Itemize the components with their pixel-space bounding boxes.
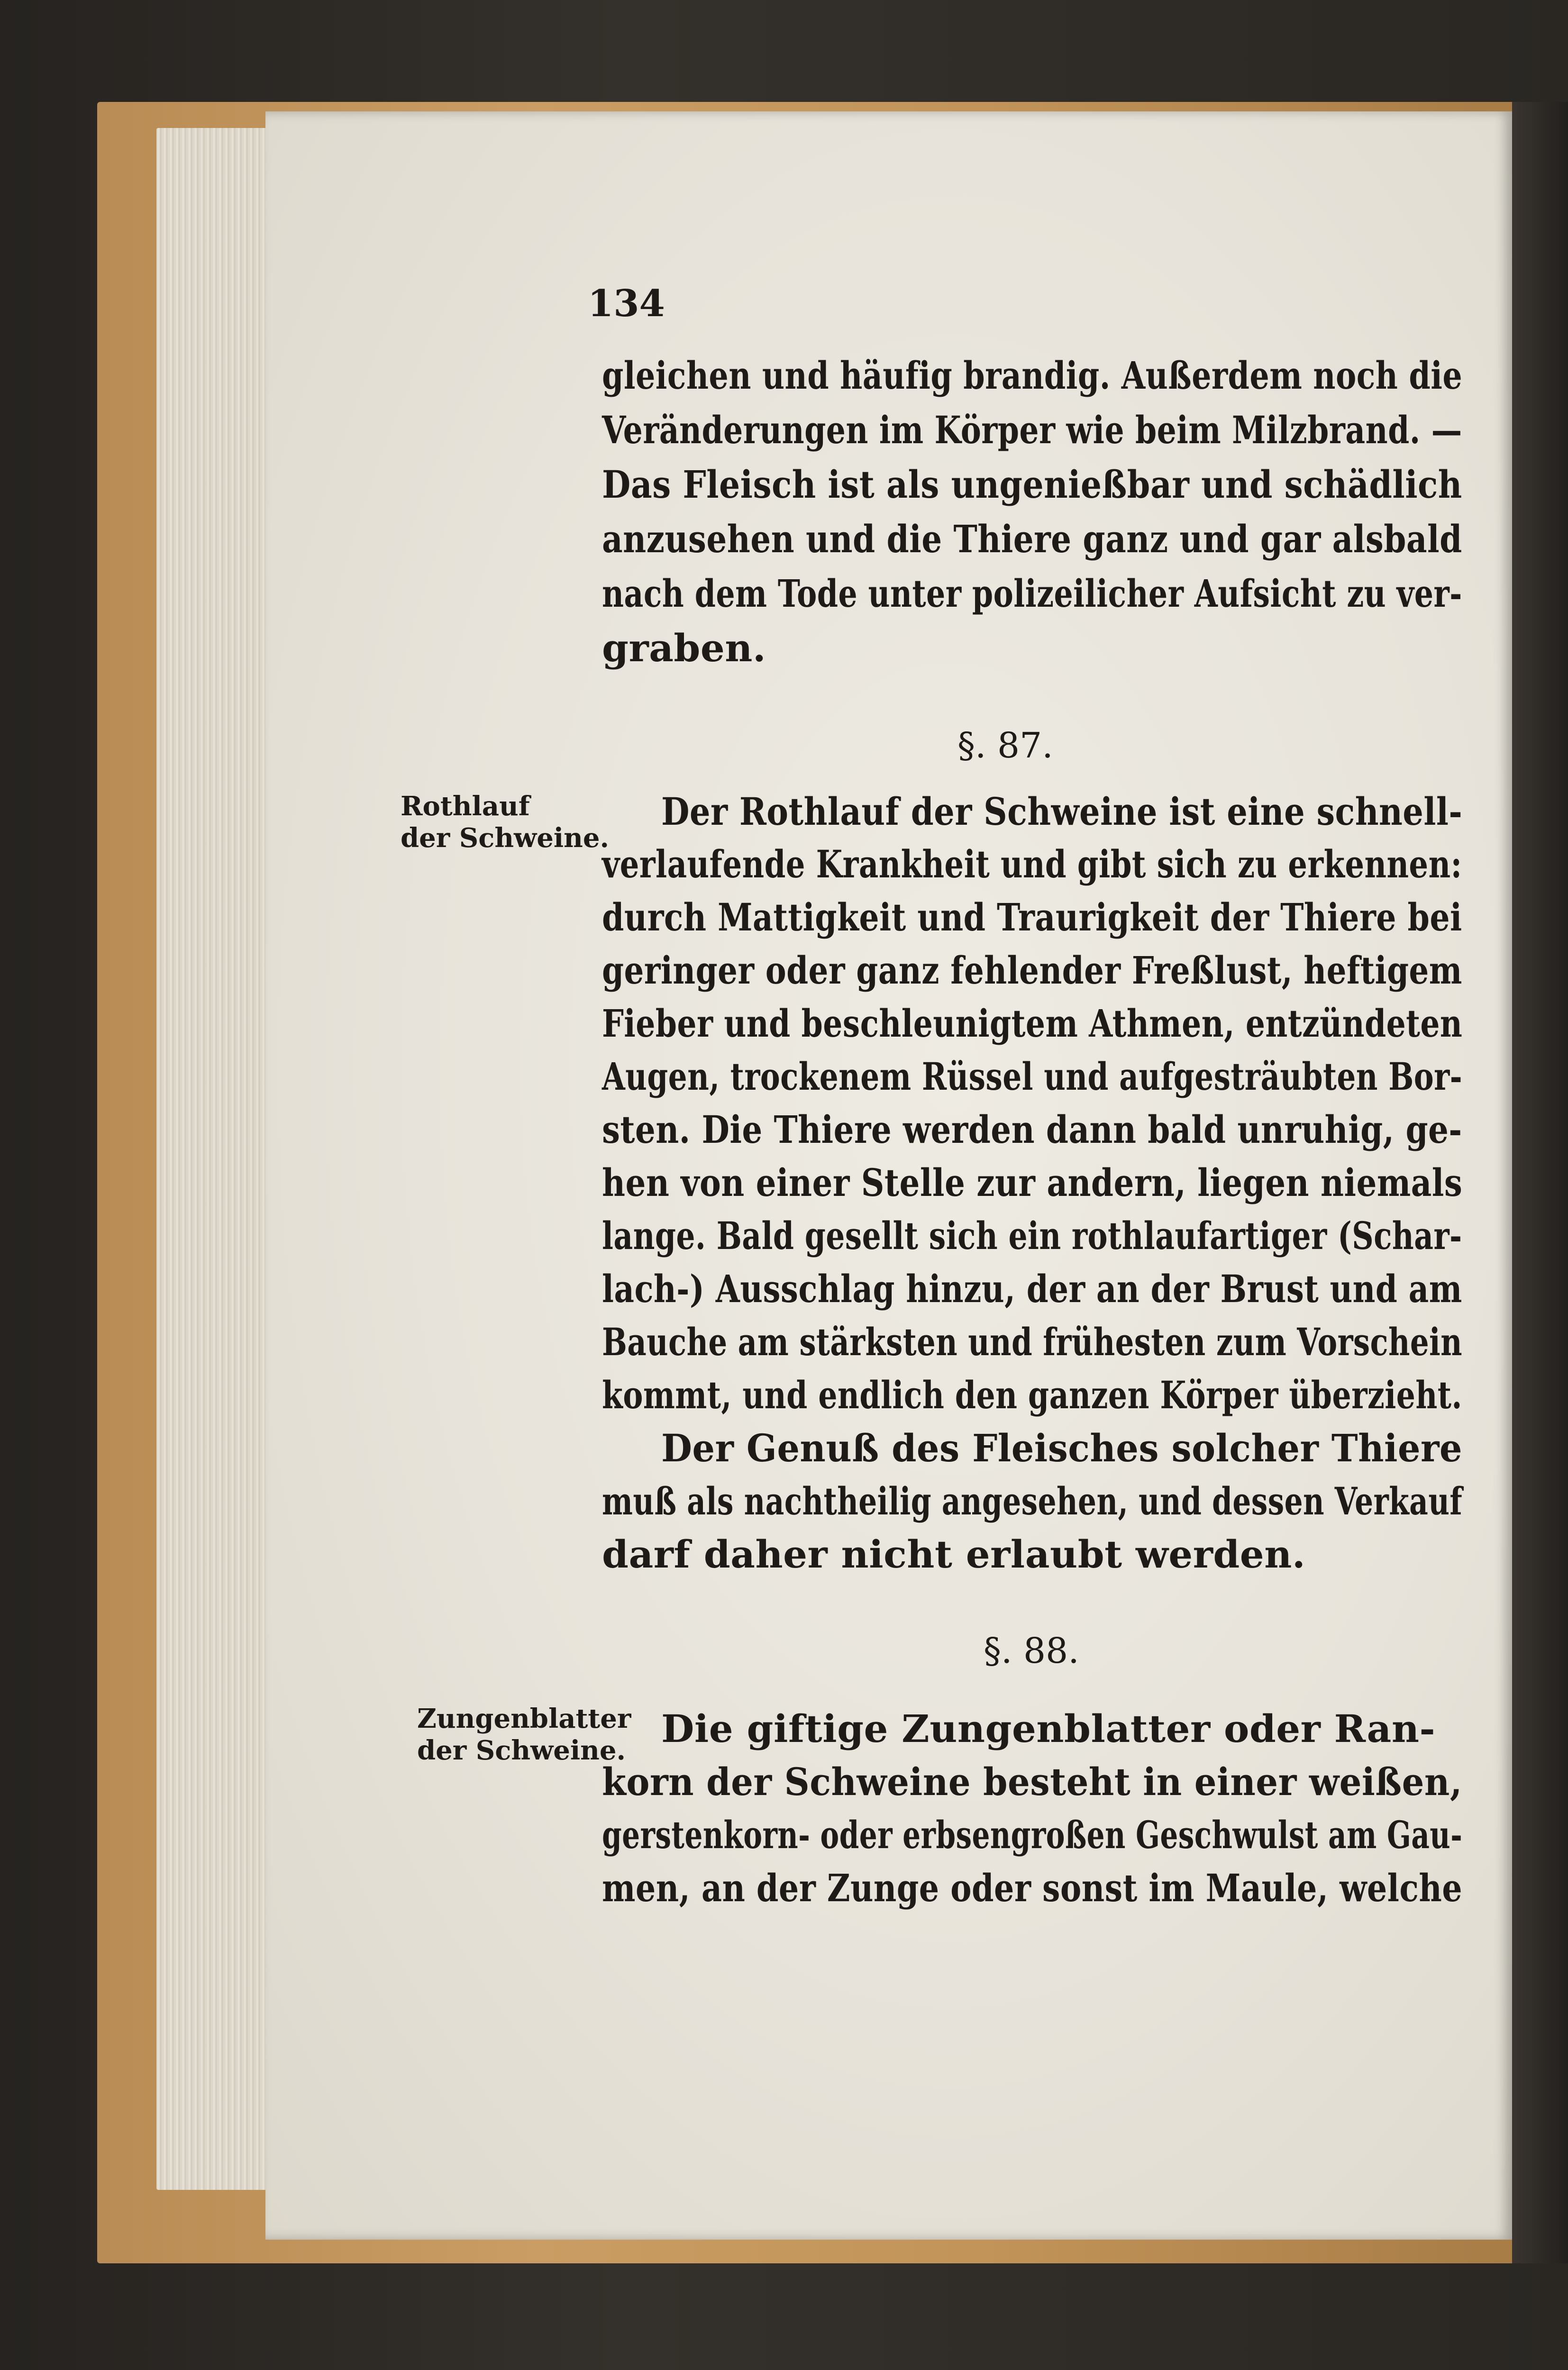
text-line: geringer oder ganz fehlender Freßlust, heftigem <box>602 948 1462 993</box>
text-line: gleichen und häufig brandig. Außerdem noch die <box>602 353 1463 398</box>
text-line: kommt, und endlich den ganzen Körper überzieht. <box>602 1373 1462 1417</box>
text-line: Fieber und beschleunigtem Athmen, entzündeten <box>602 1001 1463 1046</box>
text-line: Das Fleisch ist als ungenießbar und schädlich <box>602 462 1462 507</box>
text-line: darf daher nicht erlaubt werden. <box>602 1532 1306 1577</box>
text-line: Die giftige Zungenblatter oder Ran- <box>661 1706 1436 1751</box>
text-line: lange. Bald gesellt sich ein rothlaufartiger (Schar- <box>602 1213 1462 1258</box>
text-line: graben. <box>602 626 766 670</box>
text-line: korn der Schweine besteht in einer weißen, <box>602 1759 1462 1804</box>
section-heading-87: §. 87. <box>957 725 1053 766</box>
text-line: nach dem Tode unter polizeilicher Aufsicht zu ver- <box>602 571 1462 616</box>
text-line: sten. Die Thiere werden dann bald unruhig, ge- <box>602 1107 1462 1152</box>
margin-note-line: Rothlauf <box>401 791 530 822</box>
text-line: lach-) Ausschlag hinzu, der an der Brust und am <box>602 1267 1462 1311</box>
text-line: Der Rothlauf der Schweine ist eine schnell- <box>661 789 1463 834</box>
margin-note-line: der Schweine. <box>401 822 609 854</box>
text-line: verlaufende Krankheit und gibt sich zu erkennen: <box>602 842 1462 886</box>
text-line: men, an der Zunge oder sonst im Maule, welche <box>602 1866 1463 1910</box>
text-line: Veränderungen im Körper wie beim Milzbrand. — <box>602 408 1462 452</box>
text-line: anzusehen und die Thiere ganz und gar alsbald <box>602 517 1462 561</box>
text-line: Augen, trockenem Rüssel und aufgesträubten Bor- <box>602 1054 1463 1099</box>
text-line: muß als nachtheilig angesehen, und dessen Verkauf <box>602 1479 1463 1523</box>
text-line: gerstenkorn- oder erbsengroßen Geschwulst am Gau- <box>602 1813 1463 1857</box>
text-line: hen von einer Stelle zur andern, liegen niemals <box>602 1160 1463 1205</box>
text-line: Bauche am stärksten und frühesten zum Vorschein <box>602 1320 1463 1364</box>
text-line: durch Mattigkeit und Traurigkeit der Thiere bei <box>602 895 1462 939</box>
page-number: 134 <box>588 282 665 325</box>
text-line: Der Genuß des Fleisches solcher Thiere <box>661 1426 1463 1470</box>
right-binding-strip <box>1512 102 1568 2263</box>
margin-note-line: der Schweine. <box>417 1735 626 1766</box>
margin-note-line: Zungenblatter <box>417 1703 631 1734</box>
section-heading-88: §. 88. <box>984 1631 1079 1671</box>
